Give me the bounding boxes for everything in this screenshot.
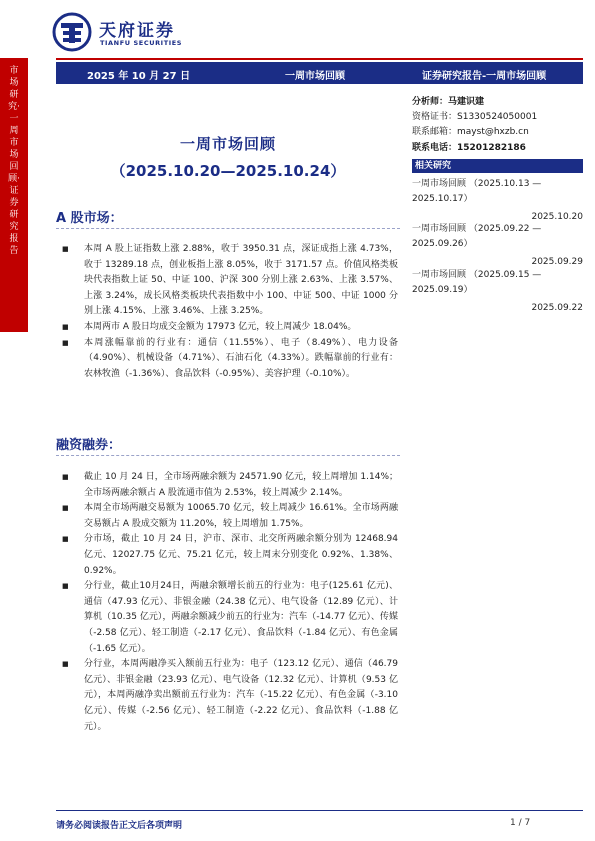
analyst-phone-row: 联系电话：15201282186 [412,143,526,153]
report-date: 2025 年 10 月 27 日 [87,71,191,82]
report-type: 证券研究报告-一周市场回顾 [422,71,547,82]
company-logo-icon [52,12,92,52]
list-item: ■ 本周涨幅靠前的行业有：通信（11.55%）、电子（8.49%）、电力设备（4.90%）、机械设备（4.71%）、石油石化（4.33%）。跌幅靠前的行业有：农林牧渔（-1.36%）、食品饮料（-0.95%）、美容护理（-0.10%）。 [62,336,398,383]
list-item: ■ 分行业，截止10月24日，两融余额增长前五的行业为：电子(125.61 亿元)、通信（47.93 亿元）、非银金融（24.38 亿元）、电气设备（12.89 亿元）、计算机（10.35 亿元），两融余额减少前五的行业为：汽车（-14.77 亿元）、传媒（-2.58 亿元）、轻工制造（-2.17 亿元）、食品饮料（-1.84 亿元）、有色金属（-1.65 亿元）。 [62,579,398,657]
report-name: 一周市场回顾 [285,71,345,82]
analyst-cert-row: 资格证书：S1330524050001 [412,112,538,122]
a-share-bullets [62,242,398,382]
list-item: ■ 截止 10 月 24 日，全市场两融余额为 24571.90 亿元，较上周增加 1.14%；全市场两融余额占 A 股流通市值为 2.53%，较上周减少 2.14%。 [62,470,398,501]
page-subtitle: （2025.10.20—2025.10.24） [110,162,346,180]
analyst-cert: S1330524050001 [457,112,538,122]
brand-name: 天府证券 [99,21,175,41]
section-divider [56,228,400,229]
section-heading-a-share: A 股市场： [56,211,123,226]
header-bar [56,62,583,84]
list-item: ■ 本周 A 股上证指数上涨 2.88%，收于 3950.31 点，深证成指上涨 4.73%，收于 13289.18 点，创业板指上涨 8.05%，收于 3171.57 点。价值风格类板块代表指数上证 50、中证 100、沪深 300 分别上涨 2.63%、上涨 3.57%、上涨 3.24%，成长风格类板块代表指数中小 100、中证 500、中证 1000 分别上涨 4.15%、上涨 3.46%、上涨 3.25%。 [62,242,398,320]
page-number: 1 / 7 [510,818,531,828]
list-item: ■ 分市场，截止 10 月 24 日，沪市、深市、北交所两融余额分别为 12468.94 亿元、12027.75 亿元、75.21 亿元，较上周末分别变化 0.92%、1.38%、0.92%。 [62,532,398,579]
side-label: 市场研究·一周市场回顾·证券研究报告 [8,66,20,256]
related-item[interactable]: 一周市场回顾 （2025.09.22 — 2025.09.26） 2025.09.29 [412,224,583,267]
header-divider [56,58,583,60]
analyst-email-row: 联系邮箱：mayst@hxzb.cn [412,127,529,137]
page-title: 一周市场回顾 [179,135,276,153]
margin-bullets [62,470,398,735]
analyst-name: 马建识建 [448,97,485,107]
section-heading-margin: 融资融券： [56,438,122,453]
related-research-heading: 相关研究 [412,159,583,173]
footer-divider [56,810,583,811]
list-item: ■ 本周两市 A 股日均成交金额为 17973 亿元，较上周减少 18.04%。 [62,320,398,336]
list-item: ■ 分行业，本周两融净买入额前五行业为：电子（123.12 亿元）、通信（46.79 亿元）、非银金融（23.93 亿元）、电气设备（12.32 亿元）、计算机（9.53 亿元），本周两融净卖出额前五行业为：汽车（-15.22 亿元）、有色金属（-3.10 亿元）、传媒（-2.56 亿元）、轻工制造（-2.22 亿元）、食品饮料（-1.88 亿元）。 [62,657,398,735]
related-item[interactable]: 一周市场回顾 （2025.09.15 — 2025.09.19） 2025.09.22 [412,270,583,313]
analyst-email[interactable]: mayst@hxzb.cn [457,127,529,137]
section-divider [56,455,400,456]
related-item[interactable]: 一周市场回顾 （2025.10.13 — 2025.10.17） 2025.10.20 [412,179,583,222]
brand-name-en: TIANFU SECURITIES [100,39,183,47]
analyst-name-row: 分析师：马建识建 [412,97,485,107]
list-item: ■ 本周全市场两融交易额为 10065.70 亿元，较上周减少 16.61%。全市场两融交易额占 A 股成交额为 11.20%，较上周增加 1.75%。 [62,501,398,532]
analyst-phone: 15201282186 [457,143,526,153]
footer-disclaimer: 请务必阅读报告正文后各项声明 [56,821,183,831]
